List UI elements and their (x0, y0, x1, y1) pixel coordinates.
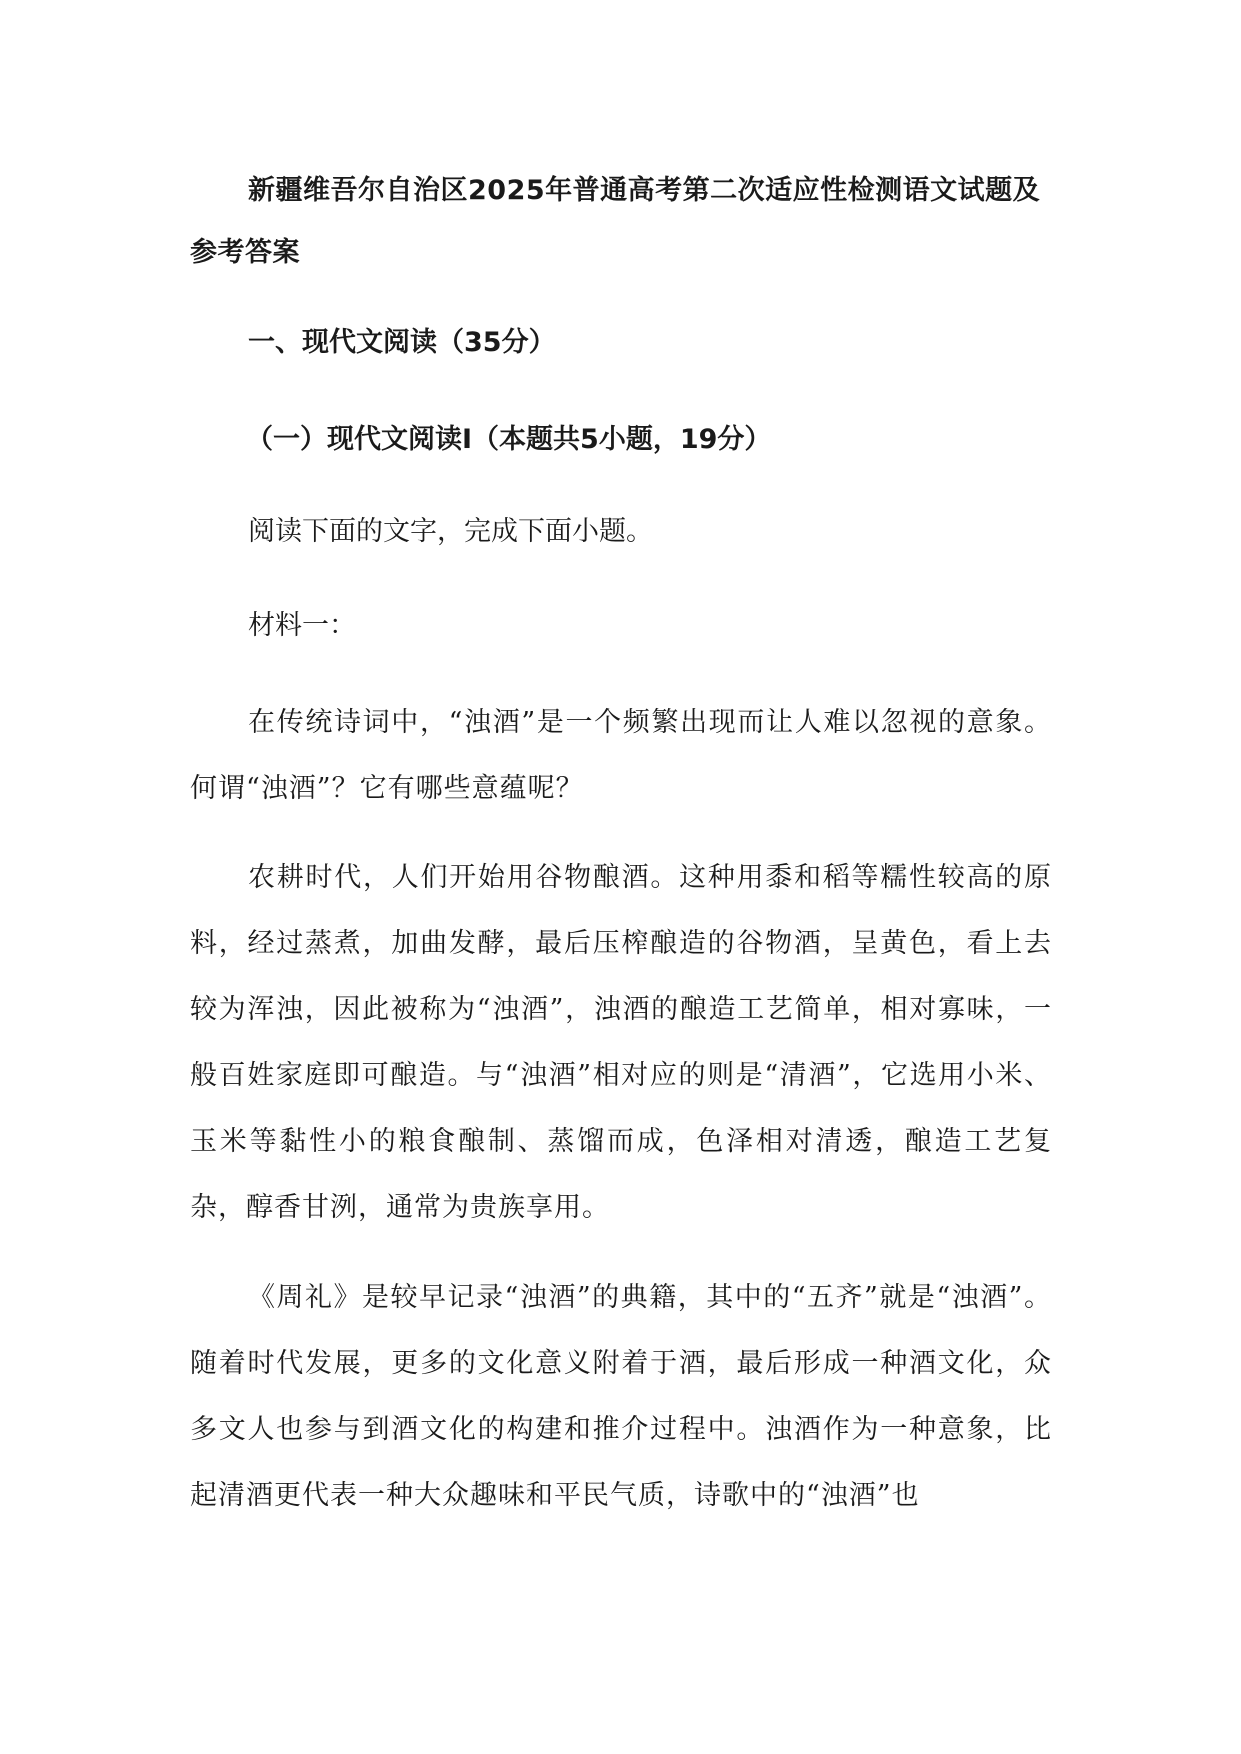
body-paragraph: 农耕时代，人们开始用谷物酿酒。这种用黍和稻等糯性较高的原料，经过蒸煮，加曲发酵，最后压榨酿造的谷物酒，呈黄色，看上去较为浑浊，因此被称为“浊酒”，浊酒的酿造工艺简单，相对寡味，一般百姓家庭即可酿造。与“浊酒”相对应的则是“清酒”，它选用小米、玉米等黏性小的粮食酿制、蒸馏而成，色泽相对清透，酿造工艺复杂，醇香甘洌，通常为贵族享用。 (190, 862, 1052, 1223)
document-title: 新疆维吾尔自治区2025年普通高考第二次适应性检测语文试题及参考答案 (190, 175, 1041, 268)
section-heading: 一、现代文阅读（35分） (248, 327, 556, 358)
material-label: 材料一： (248, 610, 356, 641)
subsection-heading: （一）现代文阅读Ⅰ（本题共5小题，19分） (246, 424, 772, 455)
body-paragraph: 《周礼》是较早记录“浊酒”的典籍，其中的“五齐”就是“浊酒”。随着时代发展，更多的文化意义附着于酒，最后形成一种酒文化，众多文人也参与到酒文化的构建和推介过程中。浊酒作为一种意象，比起清酒更代表一种大众趣味和平民气质，诗歌中的“浊酒”也 (190, 1282, 1052, 1511)
reading-instruction: 阅读下面的文字，完成下面小题。 (248, 516, 653, 547)
body-paragraph: 在传统诗词中，“浊酒”是一个频繁出现而让人难以忽视的意象。何谓“浊酒”？它有哪些意蕴呢？ (190, 707, 1052, 804)
